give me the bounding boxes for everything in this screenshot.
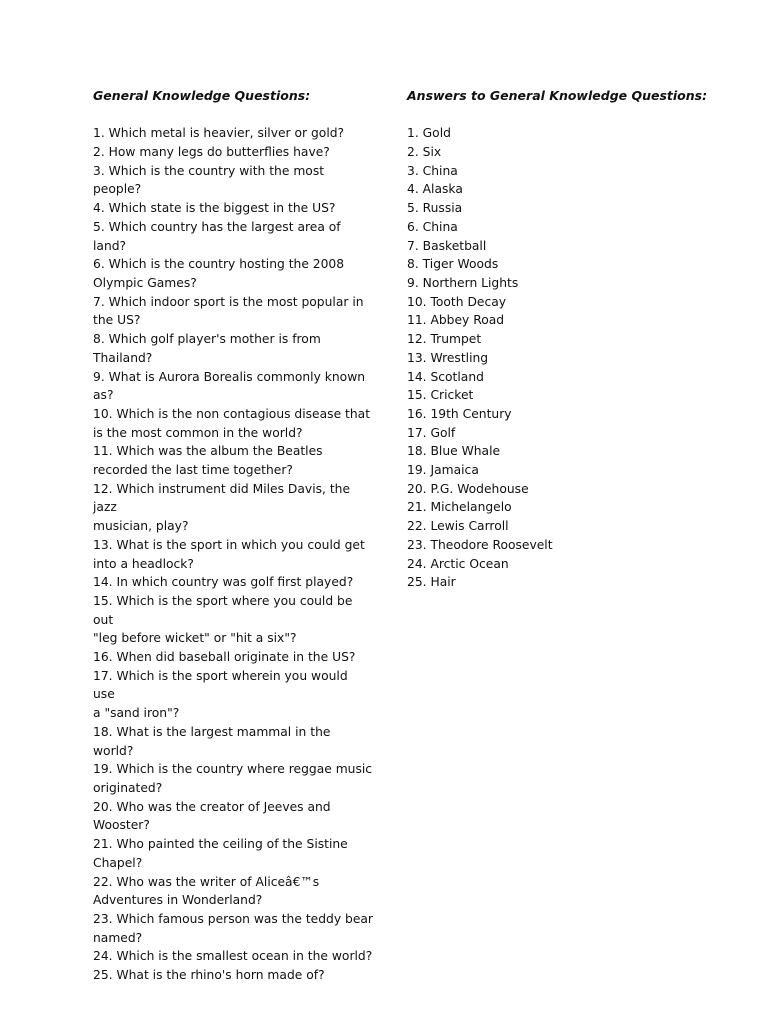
- answer-item: 4. Alaska: [407, 182, 463, 197]
- question-item: [93, 162, 373, 199]
- answer-item: 2. Six: [407, 145, 442, 160]
- answers-column: [407, 87, 707, 592]
- question-item: [93, 330, 373, 367]
- question-item: [93, 966, 373, 985]
- question-line: 15. Which is the sport where you could be out: [93, 593, 353, 627]
- question-line-continued: a "sand iron"?: [93, 706, 180, 721]
- question-line: 21. Who painted the ceiling of the Sistine: [93, 837, 348, 852]
- question-item: [93, 143, 373, 162]
- answer-item: 5. Russia: [407, 201, 463, 216]
- question-line: 4. Which state is the biggest in the US?: [93, 201, 336, 216]
- question-line: 1. Which metal is heavier, silver or gold?: [93, 126, 345, 141]
- answer-item: 22. Lewis Carroll: [407, 519, 509, 534]
- question-line: 14. In which country was golf first played?: [93, 575, 354, 590]
- answer-item: 24. Arctic Ocean: [407, 556, 509, 571]
- answer-item: 16. 19th Century: [407, 406, 512, 421]
- question-line-continued: "leg before wicket" or "hit a six"?: [93, 631, 297, 646]
- answer-item: 14. Scotland: [407, 369, 484, 384]
- question-line: 5. Which country has the largest area of land?: [93, 219, 341, 253]
- answer-item: 10. Tooth Decay: [407, 294, 507, 309]
- question-item: [93, 293, 373, 330]
- answer-item: 13. Wrestling: [407, 350, 489, 365]
- question-line: 13. What is the sport in which you could get: [93, 537, 365, 552]
- answer-item: 23. Theodore Roosevelt: [407, 537, 553, 552]
- question-item: [93, 798, 373, 835]
- question-line: 19. Which is the country where reggae music: [93, 762, 373, 777]
- question-item: [93, 218, 373, 255]
- question-line: 23. Which famous person was the teddy bear: [93, 911, 373, 926]
- question-line: 22. Who was the writer of Aliceâ€™s: [93, 874, 320, 889]
- answer-item: 25. Hair: [407, 575, 456, 590]
- question-item: [93, 910, 373, 947]
- question-item: [93, 442, 373, 479]
- question-line-continued: recorded the last time together?: [93, 463, 293, 478]
- question-line: 2. How many legs do butterflies have?: [93, 145, 330, 160]
- question-line: 18. What is the largest mammal in the world?: [93, 724, 331, 758]
- answer-item: 20. P.G. Wodehouse: [407, 481, 529, 496]
- question-line-continued: Thailand?: [93, 350, 153, 365]
- question-item: [93, 873, 373, 910]
- answers-heading: Answers to General Knowledge Questions:: [407, 88, 708, 103]
- answer-item: 15. Cricket: [407, 388, 474, 403]
- questions-heading: General Knowledge Questions:: [93, 88, 311, 103]
- questions-column: [93, 87, 373, 985]
- question-line: 20. Who was the creator of Jeeves and: [93, 799, 331, 814]
- question-item: [93, 592, 373, 648]
- question-item: [93, 760, 373, 797]
- answer-item: 8. Tiger Woods: [407, 257, 499, 272]
- question-item: [93, 667, 373, 723]
- question-line-continued: Wooster?: [93, 818, 150, 833]
- answer-item: 9. Northern Lights: [407, 276, 519, 290]
- question-item: [93, 648, 373, 667]
- answer-item: 12. Trumpet: [407, 332, 482, 347]
- answer-item: 11. Abbey Road: [407, 313, 505, 328]
- questions-list: [93, 124, 373, 984]
- question-item: [93, 947, 373, 966]
- question-item: [93, 368, 373, 405]
- question-line: 10. Which is the non contagious disease that: [93, 406, 371, 421]
- answer-item: 19. Jamaica: [407, 463, 479, 478]
- question-item: [93, 573, 373, 592]
- question-line: 7. Which indoor sport is the most popular in: [93, 294, 364, 309]
- answers-list: [407, 124, 707, 592]
- question-line: 3. Which is the country with the most people?: [93, 163, 325, 197]
- question-line-continued: Olympic Games?: [93, 276, 197, 290]
- question-item: [93, 199, 373, 218]
- answer-item: 18. Blue Whale: [407, 444, 501, 459]
- answer-item: 6. China: [407, 219, 458, 234]
- answer-item: 7. Basketball: [407, 238, 487, 253]
- question-line: 16. When did baseball originate in the US?: [93, 650, 356, 665]
- question-line: 17. Which is the sport wherein you would use: [93, 668, 348, 702]
- question-line: 6. Which is the country hosting the 2008: [93, 257, 345, 272]
- question-item: [93, 835, 373, 872]
- question-line: 25. What is the rhino's horn made of?: [93, 968, 325, 983]
- question-item: [93, 405, 373, 442]
- question-item: [93, 255, 373, 292]
- question-line-continued: into a headlock?: [93, 556, 194, 571]
- answer-item: 3. China: [407, 163, 458, 178]
- question-line-continued: as?: [93, 388, 114, 403]
- question-line-continued: musician, play?: [93, 519, 189, 534]
- answer-item: 21. Michelangelo: [407, 500, 512, 515]
- question-item: [93, 536, 373, 573]
- answer-item: 1. Gold: [407, 126, 451, 141]
- question-item: [93, 480, 373, 536]
- question-line: 8. Which golf player's mother is from: [93, 332, 321, 347]
- question-line-continued: Adventures in Wonderland?: [93, 893, 263, 908]
- question-line: 9. What is Aurora Borealis commonly known: [93, 369, 366, 384]
- question-line-continued: is the most common in the world?: [93, 425, 303, 440]
- question-line: 24. Which is the smallest ocean in the world?: [93, 949, 373, 964]
- question-line-continued: the US?: [93, 313, 141, 328]
- question-line: 11. Which was the album the Beatles: [93, 444, 323, 459]
- answer-item: 17. Golf: [407, 425, 456, 440]
- question-item: [93, 124, 373, 143]
- question-line: 12. Which instrument did Miles Davis, the jazz: [93, 481, 351, 515]
- question-line-continued: named?: [93, 930, 143, 945]
- question-line-continued: originated?: [93, 780, 163, 795]
- question-item: [93, 723, 373, 760]
- question-line-continued: Chapel?: [93, 855, 143, 870]
